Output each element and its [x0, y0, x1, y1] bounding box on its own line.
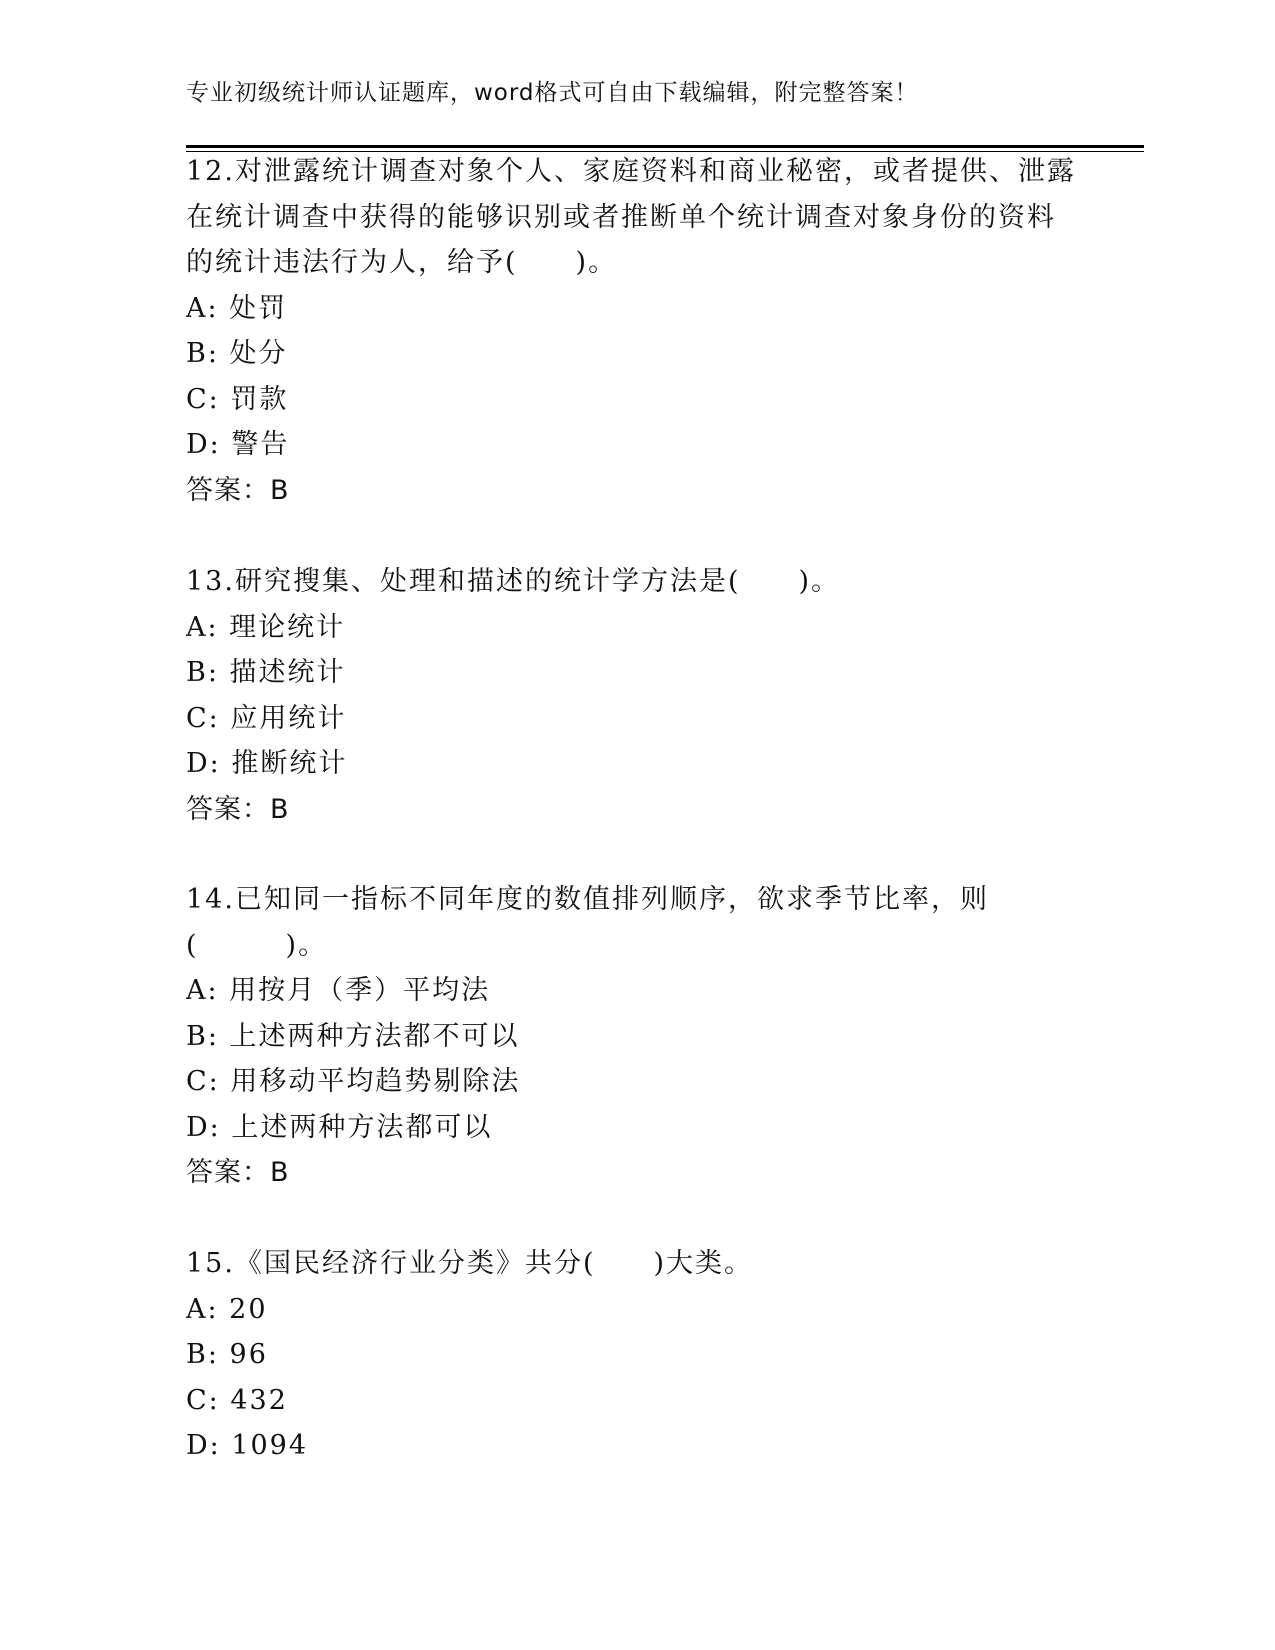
question-12 — [186, 149, 1086, 513]
question-stem-line: ( )。 — [186, 929, 328, 961]
option-b: B: 上述两种方法都不可以 — [186, 1020, 520, 1052]
option-d: D: 1094 — [186, 1430, 309, 1461]
option-d: D: 警告 — [186, 429, 290, 460]
option-d: D: 推断统计 — [186, 748, 348, 779]
answer: 答案：B — [186, 474, 290, 506]
option-c: C: 432 — [186, 1384, 288, 1416]
option-a: A: 用按月（季）平均法 — [186, 975, 491, 1006]
question-13 — [186, 559, 1086, 832]
page-header: 专业初级统计师认证题库，word格式可自由下载编辑，附完整答案！ — [186, 80, 919, 106]
question-15 — [186, 1241, 1086, 1469]
option-c: C: 应用统计 — [186, 702, 347, 734]
question-stem-line: 的统计违法行为人，给予( )。 — [186, 247, 618, 278]
question-stem-line: 13.研究搜集、处理和描述的统计学方法是( )。 — [186, 566, 841, 597]
question-14 — [186, 877, 1086, 1196]
option-b: B: 处分 — [186, 338, 288, 369]
option-a: A: 处罚 — [186, 292, 288, 324]
header-rule-thick — [186, 145, 1144, 148]
option-c: C: 罚款 — [186, 383, 289, 415]
option-a: A: 20 — [186, 1293, 268, 1325]
option-b: B: 描述统计 — [186, 657, 346, 688]
question-stem-line: 在统计调查中获得的能够识别或者推断单个统计调查对象身份的资料 — [186, 201, 1056, 233]
answer: 答案：B — [186, 793, 290, 825]
option-b: B: 96 — [186, 1339, 268, 1370]
option-d: D: 上述两种方法都可以 — [186, 1111, 493, 1143]
option-a: A: 理论统计 — [186, 611, 346, 643]
question-stem-line: 14.已知同一指标不同年度的数值排列顺序，欲求季节比率，则 — [186, 884, 989, 915]
question-stem-line: 12.对泄露统计调查对象个人、家庭资料和商业秘密，或者提供、泄露 — [186, 156, 1076, 187]
answer: 答案：B — [186, 1157, 290, 1188]
option-c: C: 用移动平均趋势剔除法 — [186, 1066, 521, 1097]
question-stem-line: 15.《国民经济行业分类》共分( )大类。 — [186, 1248, 754, 1279]
